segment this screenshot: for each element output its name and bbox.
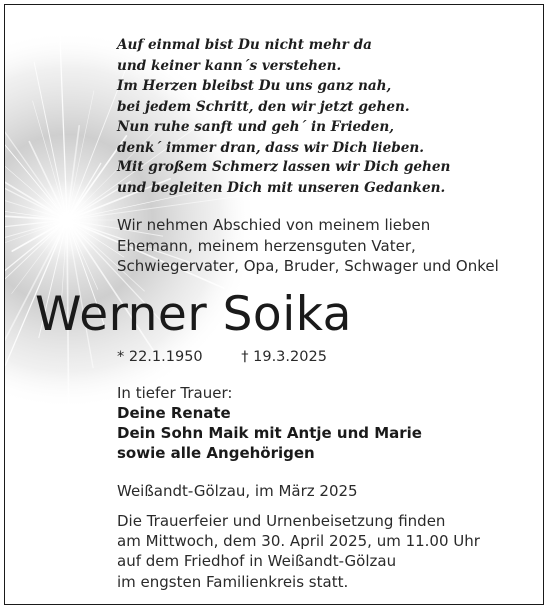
obituary-frame <box>4 4 544 605</box>
poem-line: denk´ immer dran, dass wir Dich lieben. <box>117 139 424 156</box>
funeral-line: am Mittwoch, dem 30. April 2025, um 11.00 Uhr <box>117 532 480 551</box>
mourner-line: sowie alle Angehörigen <box>117 444 315 462</box>
intro-line: Ehemann, meinem herzensguten Vater, <box>117 236 416 255</box>
funeral-line: Die Trauerfeier und Urnenbeisetzung finden <box>117 512 446 530</box>
deceased-name: Werner Soika <box>35 287 352 342</box>
poem-stanza-2 <box>117 157 450 198</box>
poem-stanza-1 <box>117 35 424 159</box>
poem-line: bei jedem Schritt, den wir jetzt gehen. <box>117 98 410 115</box>
obituary-content <box>5 5 543 604</box>
mourner-line: Deine Renate <box>117 404 231 422</box>
funeral-line: im engsten Familienkreis statt. <box>117 572 349 591</box>
birth-date: * 22.1.1950 <box>117 349 203 365</box>
death-date: † 19.3.2025 <box>241 349 327 365</box>
mourner-line: Dein Sohn Maik mit Antje und Marie <box>117 424 422 442</box>
poem-line: Nun ruhe sanft und geh´ in Frieden, <box>117 119 394 136</box>
poem-line: und begleiten Dich mit unseren Gedanken. <box>117 179 446 196</box>
poem-line: Mit großem Schmerz lassen wir Dich gehen <box>117 159 451 175</box>
place-and-date: Weißandt-Gölzau, im März 2025 <box>117 482 358 500</box>
poem-line: und keiner kann´s verstehen. <box>117 57 342 74</box>
mourners-block <box>117 383 422 463</box>
funeral-line: auf dem Friedhof in Weißandt-Gölzau <box>117 552 397 571</box>
poem-line: Im Herzen bleibst Du uns ganz nah, <box>117 78 392 95</box>
intro-line: Wir nehmen Abschied von meinem lieben <box>117 216 431 234</box>
life-dates <box>117 347 327 367</box>
mourning-heading: In tiefer Trauer: <box>117 384 233 402</box>
intro-line: Schwiegervater, Opa, Bruder, Schwager und Onkel <box>117 257 499 275</box>
funeral-notice <box>117 511 480 592</box>
poem-line: Auf einmal bist Du nicht mehr da <box>117 37 372 53</box>
farewell-intro <box>117 215 499 277</box>
